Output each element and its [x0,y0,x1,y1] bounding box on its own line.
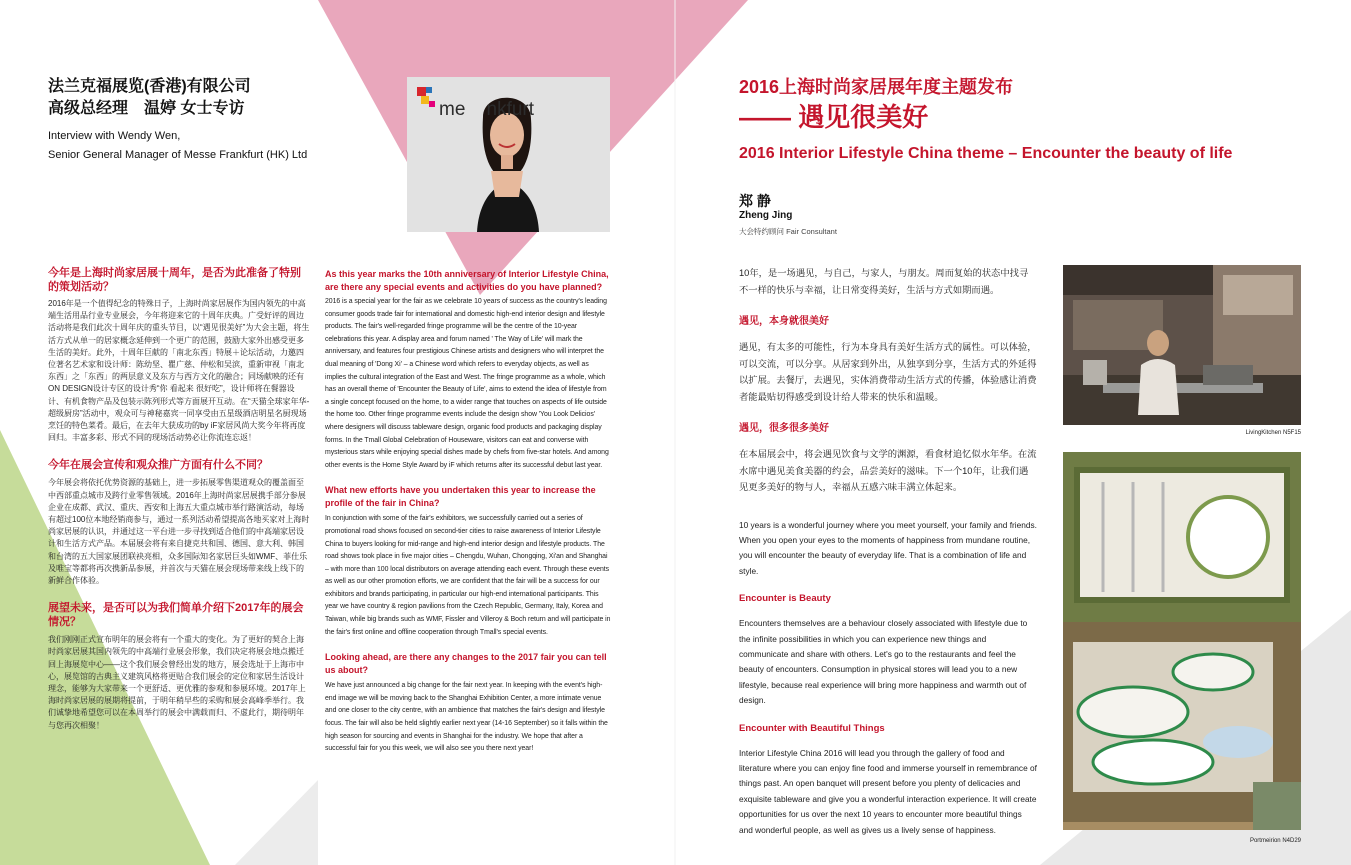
q3-body-cn: 我们刚刚正式宣布明年的展会将有一个重大的变化。为了更好的契合上海时尚家居展其国内领先的中高端行业展会形象，我们决定将展会地点搬迁回上海展览中心——这个我们展会曾经出发的地方，展会选址于上海市中心，展览馆的古典主义建筑风格将更贴合我们展会的定位和家居生活设计理念，能够为大家带来一个更舒适、更优雅的参观和参展环境。2017年上海时尚家居展的展期将提前，于明年稍早些的采购和展会高峰季举行。我们诚挚地希望您可以在本周举行的展会中满载而归、不虚此行，期待明年与您再次相聚！ [48,635,306,730]
heading1-en: Encounter is Beauty [739,593,831,605]
kitchen-photo-caption: LivingKitchen N5F15 [1245,430,1301,436]
author-role: 大会特约顾问 Fair Consultant [739,227,837,236]
interview-title-line1: 法兰克福展览(香港)有限公司 [48,78,251,95]
q1-body-cn: 2016年是一个值得纪念的特殊日子，上海时尚家居展作为国内领先的中高端生活用品行业专业展会，今年将迎来它的十周年庆典。广受好评的周边活动将是我们此次十周年庆的重头节目，以“遇见很美好”为大会主题，将生活方式从单一的居家概念延伸到一个更广的范围，鼓励大家外出感受更多生活的美好。此外，十周年巨献的「南北东西」特展＋论坛活动，力邀四位著名艺术家和设计师：陈幼坚、瞿广慈、仲松和吴滨，重新审视「南北东西」之「东西」的两层意义及东方与西方文化的融合；同场献映的还有ON DESIGN设计专区的设计秀“你 看起来 很好吃”，设计师将在餐器设计、有机食物产品及包装示陈列形式等方面展开互动。在“天猫全球家年华-超级厨房”活动中，观众可与神秘嘉宾一同享受由五星级酒店明星名厨现场烹饪的特色菜肴。最后，在去年大获成功的by iF家居风尚大奖今年将再度回归。丰富多彩、形式不同的现场活动势必让你流连忘返！ [48,299,310,443]
kitchen-illustration [1063,265,1301,425]
interview-title-line2: 高级总经理 温婷 女士专访 [48,100,245,117]
portrait-photo [407,77,610,232]
portrait-logo-text: me nkfurt [439,99,535,120]
q1-title-en: As this year marks the 10th anniversary of Interior Lifestyle China, are there any special events and activities do you have planned? [325,269,609,292]
interview-subtitle-line1: Interview with Wendy Wen, [48,130,181,142]
q2-body-cn: 今年展会将依托优势资源的基础上，进一步拓展零售渠道观众的覆盖面至中西部重点城市及跨行业零售领域。2016年上海时尚家居展携手部分参展企业在成都、武汉、重庆、西安和上海五大重点城市举行路演活动，每场有超过100位本地经销商参与，通过一系列活动希望提高各地买家对上海时尚家居展的认识，并通过这一平台进一步寻找到适合他们的中高端家居设计和生活方式产品。本届展会将有来自捷克共和国、德国、意大利、韩国和台湾的五大国家展团联袂亮相，众多国际知名家居巨头如WMF、菲仕乐及唯宝等都将再次携新品参展，并首次与天猫在展会现场带来线上线下的新鲜合作体验。 [48,478,310,586]
interview-subtitle-line2: Senior General Manager of Messe Frankfurt (HK) Ltd [48,149,308,161]
theme-title-cn-line2: —— 遇见很美好 [739,102,929,132]
q2-body-en: In conjunction with some of the fair's exhibitors, we successfully carried out a series of promotional road shows focused on second-tier cities to raise awareness of Interior Lifestyle China to buyers looking for mid-range and high-end interior design and lifestyle products. The road shows took place in five major cities – Chengdu, Wuhan, Chongqing, Xi'an and Shanghai – with more than 100 local distributors on average attending each event. Through these events as well as our other promotion efforts, we are confident that the fair will be a success for our exhibitors and brands participating, in particular our high-end international participants. This year we have country & region pavilions from the Czech Republic, Germany, Italy, Korea and Taiwan, while big brands such as WMF, Fissler and Villeroy & Boch return and will participate in the fair's first online and offline cooperation through Tmall's special events. [325,515,611,636]
kitchen-photo [1063,265,1301,425]
q3-body-en: We have just announced a big change for the fair next year. In keeping with the event's high-end image we will be moving back to the Shanghai Exhibition Center, a more intimate venue and one closer to the city centre, with an ambience that matches the fair's design and lifestyle focus. The fair will also be held slightly earlier next year (14-16 September) so it falls within the high season for sourcing and events in Shanghai for the industry. We hope that after a successful fair for you this week, we will also see you there next year! [325,682,608,753]
grey-triangle-shape-left [235,780,318,865]
para1-en: Encounters themselves are a behaviour closely associated with lifestyle due to the infinite possibilities in which you can experience new things and communicate and share with others. Let's go to the restaurants and feel the beauty of encounters. Consumption in physical stores will lead you to a new lifestyle, because real experience will bring more happiness and warmth out of design. [739,618,1028,706]
q2-title-en: What new efforts have you undertaken this year to increase the profile of the fair in China? [325,485,596,509]
theme-title-en: 2016 Interior Lifestyle China theme – Encounter the beauty of life [739,145,1233,162]
column-chinese [48,266,310,732]
heading2-cn: 遇见，很多很多美好 [739,423,829,434]
q1-title-cn: 今年是上海时尚家居展十周年，是否为此准备了特别的策划活动？ [48,267,301,293]
picnic-photo-caption: Portmeirion N4D29 [1249,838,1301,844]
heading1-cn: 遇见，本身就很美好 [739,316,829,327]
heading2-en: Encounter with Beautiful Things [739,722,885,734]
column-right-text [739,265,1037,838]
theme-title-cn-line1: 2016上海时尚家居展年度主题发布 [739,77,1014,97]
q3-title-cn: 展望未来，是否可以为我们简单介绍下2017年的展会情况？ [48,602,304,629]
para2-en: Interior Lifestyle China 2016 will lead you through the gallery of food and literature where you can enjoy fine food and immerse yourself in remembrance of things past. An open banquet will present before you plenty of delicacies and exquisite tableware and give you a wonderful interaction experience. It will create opportunities for us over the next 10 years to encounter more beautiful things and wonderful people, as well as gives us a lively sense of happiness. [739,747,1037,835]
para1-cn: 遇见，有太多的可能性，行为本身具有美好生活方式的属性。可以体验，可以交流，可以分享。从居家到外出，从独享到分享，生活方式的外延得以扩展。去餐厅，去遇见，实体消费带动生活方式的传播，体验感让消费者能最贴切得感受到设计给人带来的快乐和温暖。 [739,342,1037,402]
author-name-en: Zheng Jing [739,210,793,221]
picnic-illustration [1063,452,1301,830]
picnic-photo [1063,452,1301,830]
author-name-cn: 郑 静 [739,193,771,209]
column-english [325,268,611,756]
intro-en: 10 years is a wonderful journey where you meet yourself, your family and friends. When you open your eyes to the moments of happiness from mundane routine, you will encounter the beauty of everyday life. That is a combination of life and style. [739,519,1037,576]
q1-body-en: 2016 is a special year for the fair as we celebrate 10 years of success as the country's leading consumer goods trade fair for international and domestic high-end interior design and lifestyle products. The fair's well-regarded fringe programme will be the centre of the 10-year celebrations this year. A display area and forum named ' The Way of Life' will mark the anniversary, and features four prestigious Chinese artists and designers who will interpret the dual meaning of 'Dong Xi' – a Chinese word which refers to everyday objects, as well as implies the cultural integration of the East and West. The fringe programme as a whole, which has an overall theme of 'Encounter the Beauty of Life', aims to extend the idea of lifestyle from a single concept focused on the home, to a wider range that touches on aspects of life outside the home too. Other fringe programme events include the design show 'You Look Delicios' where designers will discuss tableware design, organic food products and packaging display forms. In the Tmall Global Celebration of Houseware, visitors can eat and converse with mysterious stars while enjoying special dishes made by chefs from five-star hotels. And among other events is the Home Style Award by iF which returns after its successful debut last year. [325,298,609,469]
q2-title-cn: 今年在展会宣传和观众推广方面有什么不同？ [48,459,268,472]
q3-title-en: Looking ahead, are there any changes to the 2017 fair you can tell us about? [325,652,607,676]
para2-cn: 在本届展会中，将会遇见饮食与文学的渊源，看食材追忆似水年华。在流水席中遇见美食美器的约会，品尝美好的滋味。下一个10年，让我们遇见更多美好的物与人，幸福从五感六味丰满立体起来。 [739,449,1037,492]
intro-cn: 10年，是一场遇见，与自己，与家人，与朋友。周而复始的状态中找寻不一样的快乐与幸福，让日常变得美好，生活与方式如期而遇。 [739,268,1029,295]
